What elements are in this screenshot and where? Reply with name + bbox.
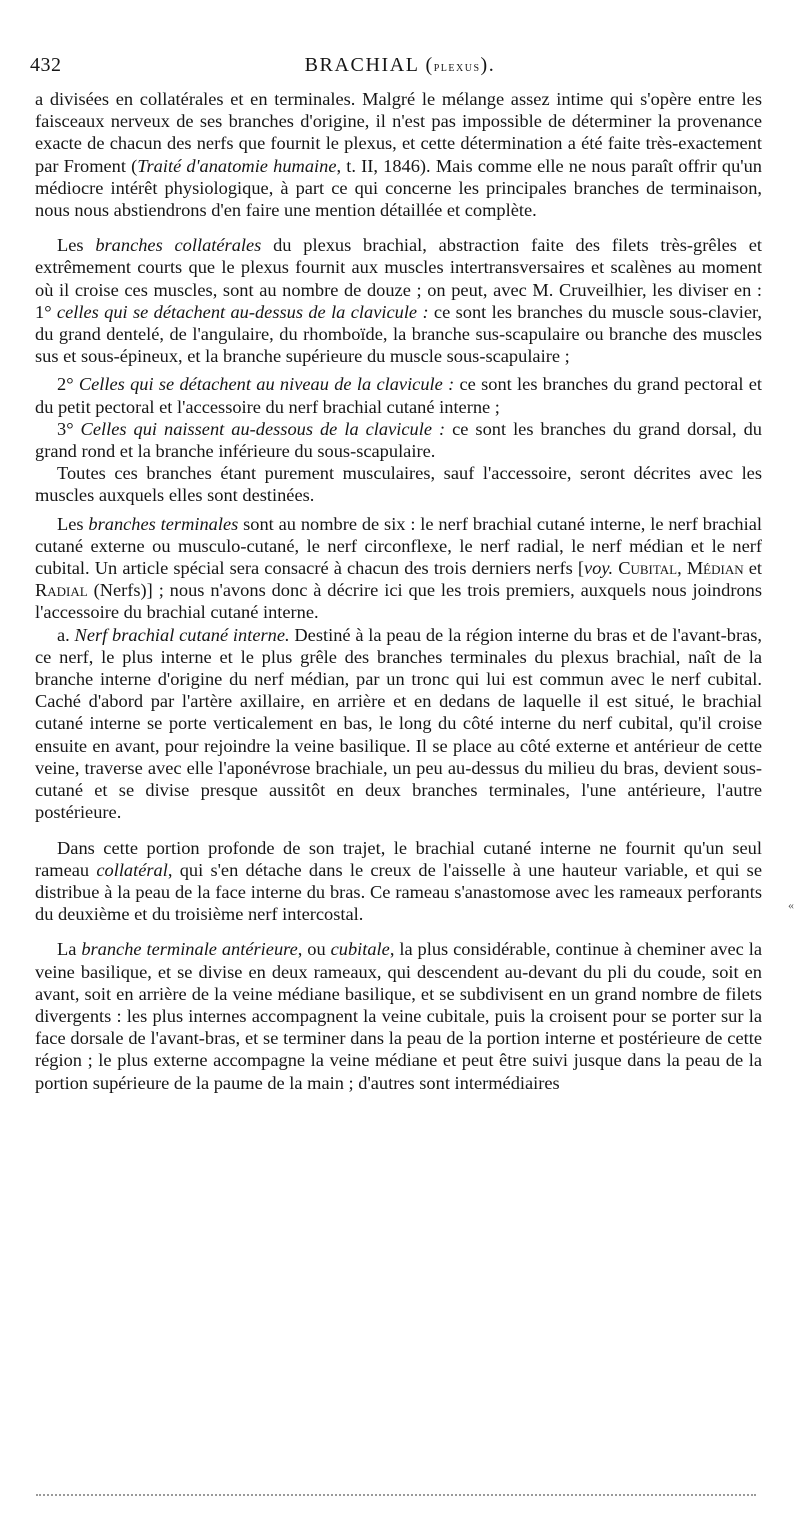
paragraph-text: Les	[57, 235, 96, 256]
paragraph-text: , ou	[297, 939, 331, 960]
paragraph-rameau-collateral	[35, 837, 762, 926]
cross-reference: voy.	[583, 558, 614, 579]
term-italic: cubitale	[330, 939, 390, 960]
item-number: 3°	[57, 418, 81, 439]
term-italic: branches collatérales	[95, 235, 262, 256]
term-italic: Celles qui naissent au-dessous de la clavicule :	[80, 418, 446, 439]
paragraph-branche-anterieure	[35, 938, 762, 1093]
cross-reference-median: Médian	[686, 558, 744, 579]
separator: et	[743, 558, 762, 579]
term-italic: Celles qui se détachent au niveau de la clavicule :	[78, 374, 455, 395]
separator: ,	[677, 558, 687, 579]
paragraph-text: , qui s'en détache dans le creux de l'aisselle à une hauteur variable, et qui se distribue à la peau de la face interne du bras. Ce rameau s'anastomose avec les rameaux perforants du deuxième et du troisième nerf intercostal.	[35, 859, 762, 925]
paragraph-item-2	[35, 373, 762, 417]
item-number: 2°	[57, 374, 79, 395]
footer-rule	[36, 1494, 756, 1496]
cross-reference-radial: Radial	[35, 580, 88, 601]
paragraph-text: ce sont les branches du grand pectoral et du petit pectoral et l'accessoire du nerf brachial cutané interne ;	[35, 374, 762, 417]
paragraph-text: , t. II, 1846). Mais comme elle ne nous paraît offrir qu'un médiocre intérêt physiologique, à part ce qui concerne les principales branches de terminaison, nous nous abstiendrons d'en faire une mention détaillée et complète.	[35, 155, 762, 221]
running-head	[0, 54, 800, 84]
margin-mark: «	[788, 898, 794, 912]
running-title-paren-open: (	[425, 54, 434, 76]
paragraph-nerf-brachial-cutane-interne	[35, 624, 762, 824]
paragraph-terminal-branches	[35, 513, 762, 624]
reference-title: Traité d'anatomie humaine	[137, 155, 337, 176]
paragraph-text: du plexus brachial, abstraction faite des filets très-grêles et extrêmement courts que le plexus fournit aux muscles intertransversaires et scalènes au moment où il croise ces muscles, sont au nombre de douze ; on peut, avec M. Cruveilhier, les diviser en : 1°	[35, 235, 762, 322]
running-title-paren-close: ).	[480, 54, 496, 76]
page-number: 432	[30, 54, 62, 76]
running-title-main: BRACHIAL	[304, 54, 419, 76]
term-italic: celles qui se détachent au-dessus de la clavicule :	[56, 301, 429, 322]
paragraph-text: Les	[57, 513, 89, 534]
section-heading-italic: Nerf brachial cutané interne.	[74, 624, 290, 645]
term-italic: collatéral	[96, 859, 168, 880]
running-title-subtitle: plexus	[433, 60, 481, 75]
paragraph-text: a divisées en collatérales et en terminales. Malgré le mélange assez intime qui s'opère entre les faisceaux nerveux de ses branches d'origine, il n'est pas impossible de déterminer la provenance exacte de chacun des nerfs que fournit le plexus, et cette détermination a été faite très-exactement par Froment (	[35, 89, 762, 176]
section-label: a.	[57, 624, 75, 645]
paragraph-text: ce sont les branches du muscle sous-clavier, du grand dentelé, de l'angulaire, du rhomboïde, la branche sus-scapulaire ou branche des muscles sus et sous-épineux, et la branche supérieure du muscle sous-scapulaire ;	[35, 301, 762, 367]
body-text	[35, 88, 762, 1094]
paragraph-text: (Nerfs)] ; nous n'avons donc à décrire ici que les trois premiers, auxquels nous joindrons l'accessoire du brachial cutané interne.	[35, 580, 762, 623]
paragraph-text: ce sont les branches du grand dorsal, du grand rond et la branche inférieure du sous-scapulaire.	[35, 418, 763, 462]
paragraph-collateral-branches	[35, 234, 762, 367]
paragraph-text: Toutes ces branches étant purement musculaires, sauf l'accessoire, seront décrites avec les muscles auxquels elles sont destinées.	[35, 463, 762, 506]
paragraph-muscular	[35, 462, 762, 506]
paragraph-item-3	[35, 418, 762, 462]
paragraph-text: sont au nombre de six : le nerf brachial cutané interne, le nerf brachial cutané externe ou musculo-cutané, le nerf circonflexe, le nerf radial, le nerf médian et le nerf cubital. Un article spécial sera consacré à chacun des trois derniers nerfs [	[35, 513, 762, 579]
term-italic: branches terminales	[88, 513, 239, 534]
paragraph-continuation	[35, 88, 762, 221]
paragraph-text: , la plus considérable, continue à cheminer avec la veine basilique, et se divise en deux rameaux, qui descendent au-devant du pli du coude, soit en avant, soit en arrière de la veine médiane basilique, et se subdivisent en un grand nombre de filets divergents : les plus internes accompagnent la veine cubitale, puis la croisent pour se porter sur la face dorsale de l'avant-bras, et se terminer dans la peau de la portion interne et postérieure de cette région ; le plus externe accompagne la veine médiane et peut être suivi jusque dans la peau de la portion supérieure de la paume de la main ; d'autres sont intermédiaires	[35, 939, 762, 1093]
running-title	[0, 54, 800, 77]
paragraph-text: Dans cette portion profonde de son trajet, le brachial cutané interne ne fournit qu'un seul rameau	[35, 837, 762, 880]
term-italic: branche terminale antérieure	[81, 939, 298, 960]
paragraph-text: Destiné à la peau de la région interne du bras et de l'avant-bras, ce nerf, le plus interne et le plus grêle des branches terminales du plexus brachial, naît de la branche interne d'origine du nerf médian, par un tronc qui lui est commun avec le nerf cubital. Caché d'abord par l'artère axillaire, en arrière et en dedans de laquelle il est situé, le brachial cutané interne se porte verticalement en bas, le long du côté interne du nerf cubital, qu'il croise ensuite en avant, pour rejoindre la veine basilique. Il se place au côté externe et antérieur de cette veine, traverse avec elle l'aponévrose brachiale, un peu au-dessus du milieu du bras, devient sous-cutané et se divise presque aussitôt en deux branches terminales, l'une antérieure, l'autre postérieure.	[35, 624, 762, 823]
paragraph-text: La	[57, 939, 82, 960]
cross-reference-cubital: Cubital	[613, 558, 678, 579]
